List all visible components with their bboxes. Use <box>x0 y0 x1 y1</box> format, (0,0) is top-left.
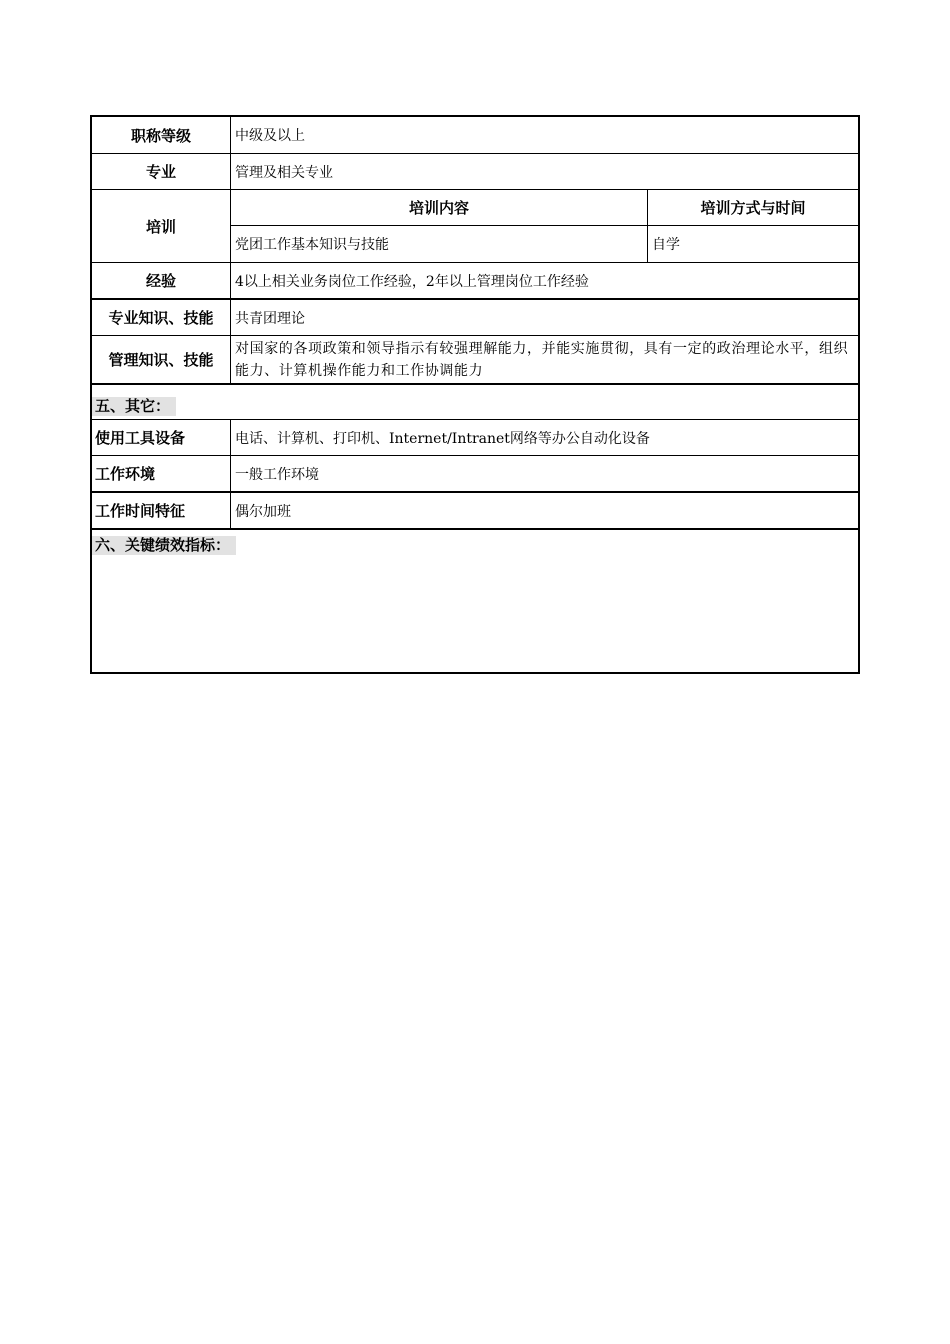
pro-knowledge-value: 共青团理论 <box>235 310 305 327</box>
environment-label: 工作环境 <box>92 456 231 491</box>
work-time-value: 偶尔加班 <box>235 503 291 520</box>
tools-value: 电话、计算机、打印机、Internet/Intranet网络等办公自动化设备 <box>235 430 650 447</box>
section-five-title: 五、其它： <box>92 397 176 416</box>
row-mgmt-knowledge <box>92 335 858 383</box>
training-content-header: 培训内容 <box>231 190 648 226</box>
pro-knowledge-label: 专业知识、技能 <box>92 300 231 335</box>
row-environment <box>92 455 858 491</box>
title-grade-label: 职称等级 <box>92 117 231 153</box>
training-content: 党团工作基本知识与技能 <box>231 226 648 262</box>
experience-value: 4以上相关业务岗位工作经验，2年以上管理岗位工作经验 <box>235 273 589 290</box>
training-label: 培训 <box>92 190 231 262</box>
training-method: 自学 <box>652 237 680 253</box>
tools-label: 使用工具设备 <box>92 420 231 455</box>
job-description-table <box>90 115 860 674</box>
work-time-label: 工作时间特征 <box>92 493 231 528</box>
major-label: 专业 <box>92 154 231 189</box>
row-title-grade <box>92 117 858 153</box>
title-grade-value: 中级及以上 <box>235 128 305 144</box>
experience-label: 经验 <box>92 263 231 298</box>
training-method-header: 培训方式与时间 <box>648 190 858 226</box>
section-six-block <box>92 528 858 672</box>
environment-value: 一般工作环境 <box>235 466 319 483</box>
section-six-title: 六、关键绩效指标： <box>92 536 236 555</box>
row-work-time <box>92 491 858 528</box>
row-experience <box>92 262 858 298</box>
row-pro-knowledge <box>92 298 858 335</box>
section-five-header <box>92 383 858 419</box>
mgmt-knowledge-value: 对国家的各项政策和领导指示有较强理解能力，并能实施贯彻，具有一定的政治理论水平，组织能力、计算机操作能力和工作协调能力 <box>235 340 849 379</box>
row-tools <box>92 419 858 455</box>
row-training <box>92 189 858 262</box>
mgmt-knowledge-label: 管理知识、技能 <box>92 336 231 383</box>
major-value: 管理及相关专业 <box>235 164 333 181</box>
row-major <box>92 153 858 189</box>
